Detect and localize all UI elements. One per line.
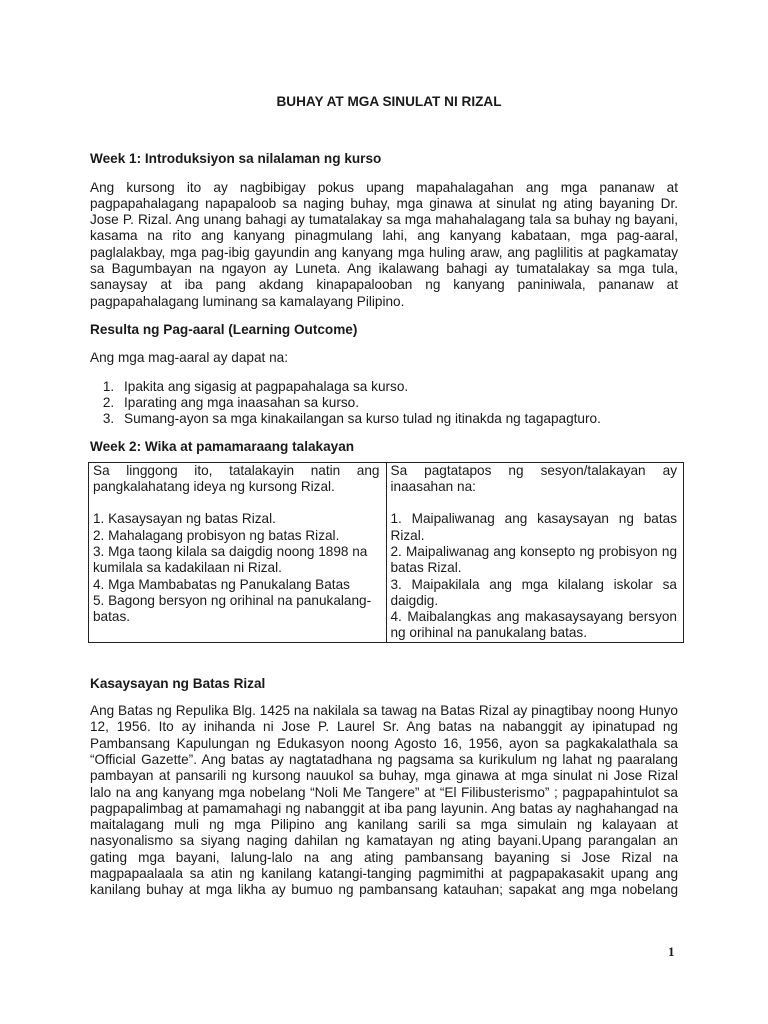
week2-left-item: 3. Mga taong kilala sa daigdig noong 1898 na kumilala sa kadakilaan ni Rizal. [93,543,368,576]
week2-left-item: 5. Bagong bersyon ng orihinal na panukalang-batas. [93,592,372,625]
week2-right-item: 1. Maipaliwanag ang kasaysayan ng batas Rizal. [390,511,677,543]
week2-left-intro: Sa linggong ito, tatalakayin natin ang pangkalahatang ideya ng kursong Rizal. [93,462,380,495]
week2-right-item: 2. Maipaliwanag ang konsepto ng probisyon ng batas Rizal. [390,543,677,576]
document-title: BUHAY AT MGA SINULAT NI RIZAL [276,94,502,109]
week2-right-intro: Sa pagtatapos ng sesyon/talakayan ay inaasahan na: [390,462,677,495]
page-number: 1 [668,944,675,959]
week2-right-cell [386,462,684,642]
learning-outcome-item: 1. Ipakita ang sigasig at pagpapahalaga sa kurso. [118,379,678,395]
week1-paragraph: Ang kursong ito ay nagbibigay pokus upang mapahalagahan ang mga pananaw at pagpapahalagang napapaloob sa naging buhay, mga ginawa at sinulat ng ating bayaning Dr. Jose P. Rizal. Ang unang bahagi ay tumatalakay sa mga mahahalagang tala sa buhay ng bayani, kasama na rito ang kanyang pinagmulang lahi, ang kanyang kabataan, mga pag-aaral, paglalakbay, mga pag-ibig gayundin ang kanyang mga huling araw, ang paglilitis at pagkamatay sa Bagumbayan na ngayon ay Luneta. Ang ikalawang bahagi ay tumatalakay sa mga tula, sanaysay at iba pang akdang kinapapalooban ng kanyang paniniwala, pananaw at pagpapahalagang luminang sa kamalayang Pilipino. [90,179,678,309]
learning-outcome-list [90,379,678,428]
learning-outcome-item: 3. Sumang-ayon sa mga kinakailangan sa kurso tulad ng itinakda ng tagapagturo. [118,411,678,427]
kasaysayan-paragraph: Ang Batas ng Repulika Blg. 1425 na nakilala sa tawag na Batas Rizal ay pinagtibay noong Hunyo 12, 1956. Ito ay inihanda ni Jose P. Laurel Sr. Ang batas na nabanggit ay ipinatupad ng Pambansang Kapulungan ng Edukasyon noong Agosto 16, 1956, ayon sa pagkakalathala sa “Official Gazette”. Ang batas ay nagtatadhana ng pagsama sa kurikulum ng lahat ng paaralang pambayan at pansarili ng kursong nauukol sa buhay, mga ginawa at mga sinulat ni Jose Rizal lalo na ang kanyang mga nobelang “Noli Me Tangere” at “El Filibusterismo” ; pagpapahintulot sa pagpapalimbag at pamamahagi ng nabanggit at iba pang layunin. Ang batas ay naghahangad na maitalagang muli ng mga Pilipino ang kanilang sarili sa mga simulain ng kalayaan at nasyonalismo sa siyang naging dahilan ng kamatayan ng ating bayani.Upang parangalan an gating mga bayani, lalung-lalo na ang ating pambansang bayaning si Jose Rizal na magpapaalaala sa atin ng kanilang katangi-tanging pagmimithi at pagpapakasakit upang ang kanilang buhay at mga likha ay bumuo ng pambansang katauhan; sapakat ang mga nobelang [90,703,678,898]
week2-left-item: 1. Kasaysayan ng batas Rizal. [93,511,276,527]
week2-table-row [89,462,684,642]
learning-outcome-item: 2. Iparating ang mga inaasahan sa kurso. [118,395,678,411]
week2-left-cell [89,462,387,642]
week2-right-item: 3. Maipakilala ang mga kilalang iskolar sa daigdig. [390,576,677,608]
week2-right-item: 4. Maibalangkas ang makasaysayang bersyon ng orihinal na panukalang batas. [390,609,677,641]
learning-outcome-intro: Ang mga mag-aaral ay dapat na: [90,350,288,366]
week2-heading: Week 2: Wika at pamamaraang talakayan [90,439,355,455]
document-page [90,94,678,911]
week1-heading: Week 1: Introduksiyon sa nilalaman ng kurso [90,151,382,167]
kasaysayan-heading: Kasaysayan ng Batas Rizal [90,675,266,691]
week2-left-item: 2. Mahalagang probisyon ng batas Rizal. [93,527,340,543]
learning-outcome-heading: Resulta ng Pag-aaral (Learning Outcome) [90,321,358,337]
week2-left-item: 4. Mga Mambabatas ng Panukalang Batas [93,576,350,592]
week2-table [88,462,684,643]
